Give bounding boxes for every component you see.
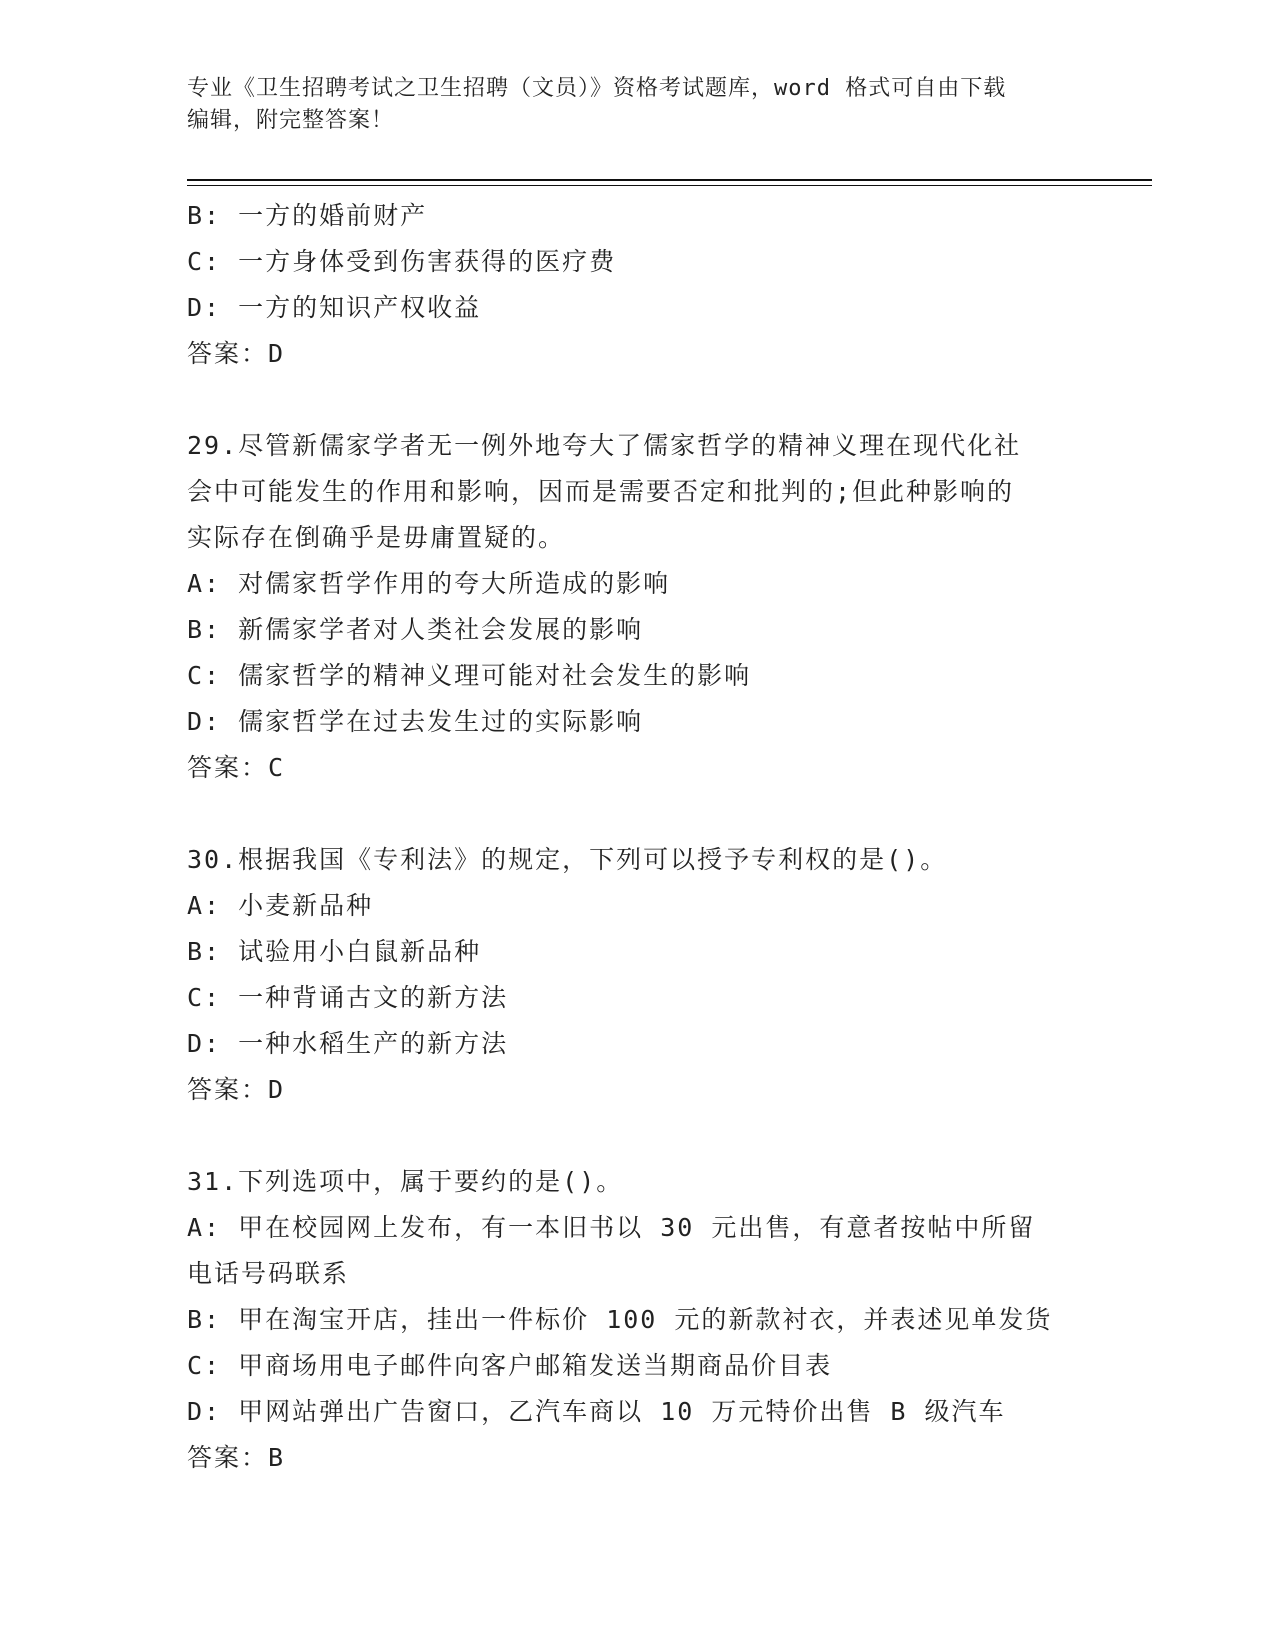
header-line-2: 编辑，附完整答案！ [187,108,395,133]
q31-option-a-line-2: 电话号码联系 [187,1259,350,1288]
q30-option-b: B: 试验用小白鼠新品种 [187,937,482,966]
q30-option-a: A: 小麦新品种 [187,891,374,920]
q29-stem-line-3: 实际存在倒确乎是毋庸置疑的。 [187,523,566,552]
q29-option-a: A: 对儒家哲学作用的夸大所造成的影响 [187,569,671,598]
q31-option-d: D: 甲网站弹出广告窗口，乙汽车商以 10 万元特价出售 B 级汽车 [187,1397,1006,1426]
spacer [187,377,1087,423]
q30-answer: 答案：D [187,1075,286,1104]
q28-answer: 答案：D [187,339,286,368]
q30-option-c: C: 一种背诵古文的新方法 [187,983,509,1012]
q29-option-d: D: 儒家哲学在过去发生过的实际影响 [187,707,644,736]
q30-stem-line-1: 30.根据我国《专利法》的规定，下列可以授予专利权的是()。 [187,845,948,874]
q29-option-c: C: 儒家哲学的精神义理可能对社会发生的影响 [187,661,752,690]
q28-option-c: C: 一方身体受到伤害获得的医疗费 [187,247,617,276]
q28-option-b: B: 一方的婚前财产 [187,201,428,230]
q29-stem-line-1: 29.尽管新儒家学者无一例外地夸大了儒家哲学的精神义理在现代化社 [187,431,1022,460]
header-divider-thick [187,179,1152,181]
spacer [187,791,1087,837]
question-list [187,193,1087,1481]
q31-answer: 答案：B [187,1443,286,1472]
q28-option-d: D: 一方的知识产权收益 [187,293,482,322]
q30-option-d: D: 一种水稻生产的新方法 [187,1029,509,1058]
q31-option-b: B: 甲在淘宝开店，挂出一件标价 100 元的新款衬衣，并表述见单发货 [187,1305,1053,1334]
document-header [187,73,1087,137]
q29-stem-line-2: 会中可能发生的作用和影响，因而是需要否定和批判的;但此种影响的 [187,477,1015,506]
q29-answer: 答案：C [187,753,286,782]
q31-option-c: C: 甲商场用电子邮件向客户邮箱发送当期商品价目表 [187,1351,833,1380]
header-line-1: 专业《卫生招聘考试之卫生招聘（文员）》资格考试题库，word 格式可自由下载 [187,76,1007,101]
q31-stem-line-1: 31.下列选项中，属于要约的是()。 [187,1167,624,1196]
spacer [187,1113,1087,1159]
header-divider-thin [187,185,1152,186]
q29-option-b: B: 新儒家学者对人类社会发展的影响 [187,615,644,644]
q31-option-a-line-1: A: 甲在校园网上发布，有一本旧书以 30 元出售，有意者按帖中所留 [187,1213,1036,1242]
